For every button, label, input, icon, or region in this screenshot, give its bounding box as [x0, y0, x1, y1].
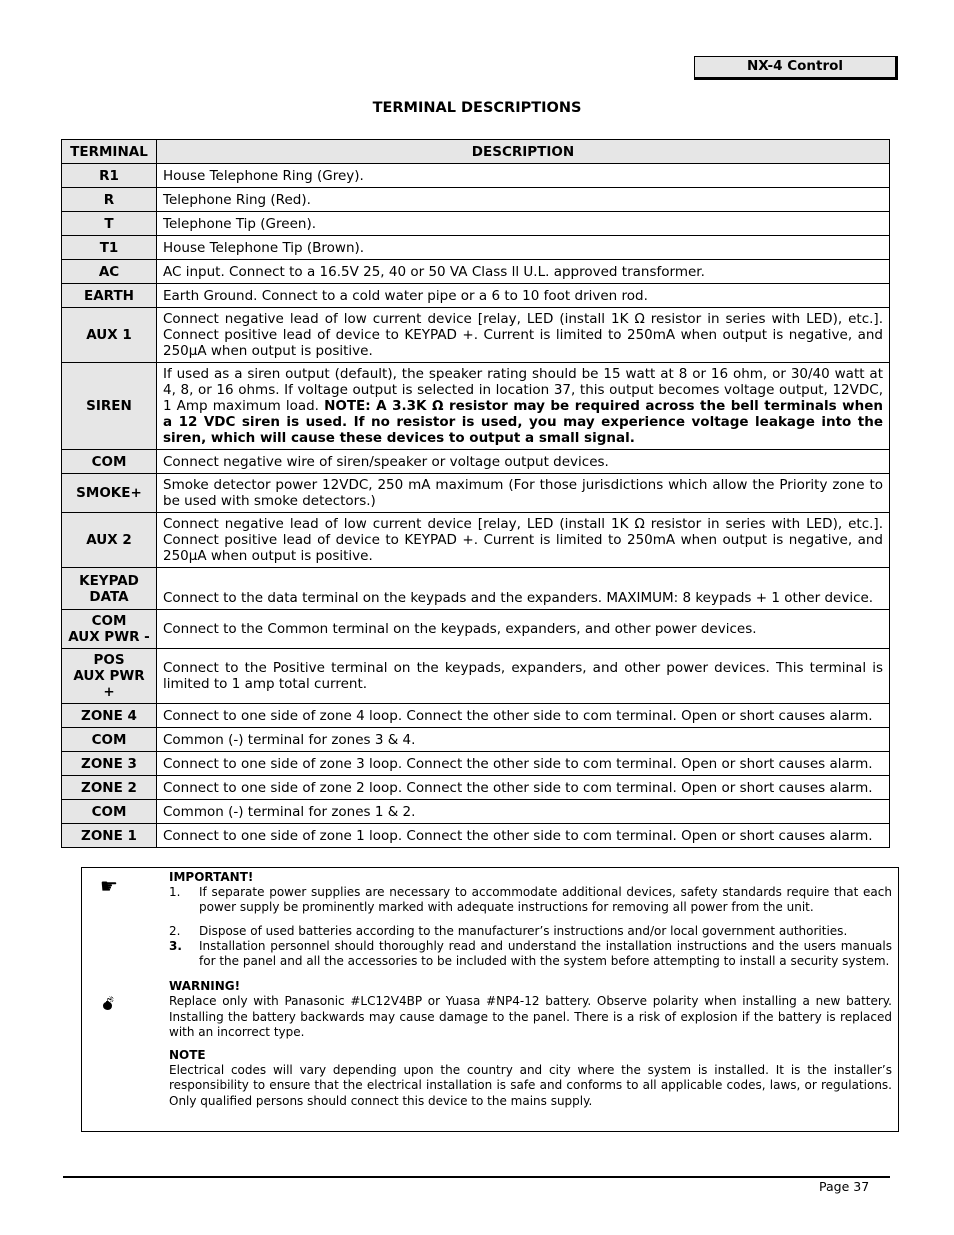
table-row	[62, 212, 890, 236]
description-cell: Connect to the Common terminal on the keypads, expanders, and other power devices.	[157, 610, 890, 649]
description-cell: Earth Ground. Connect to a cold water pipe or a 6 to 10 foot driven rod.	[157, 284, 890, 308]
terminal-line: COM	[91, 613, 127, 629]
item-text: Dispose of used batteries according to the manufacturer’s instructions and/or local government authorities.	[199, 923, 848, 938]
terminal-cell: T1	[62, 236, 157, 260]
page-number: Page 37	[819, 1179, 870, 1194]
description-cell: Common (-) terminal for zones 1 & 2.	[157, 800, 890, 824]
important-heading: IMPORTANT!	[169, 870, 254, 884]
terminal-cell: EARTH	[62, 284, 157, 308]
warning-text: Replace only with Panasonic #LC12V4BP or Yuasa #NP4-12 battery. Observe polarity when installing a new battery. Installing the battery backwards may cause damage to the panel. There is a risk of explosion if the battery is replaced with an incorrect type.	[169, 994, 892, 1039]
column-header-description: DESCRIPTION	[157, 140, 890, 164]
terminal-cell: T	[62, 212, 157, 236]
notes-body	[169, 870, 892, 1109]
table-row	[62, 728, 890, 752]
terminal-cell: COM	[62, 450, 157, 474]
table-row	[62, 513, 890, 568]
terminal-cell	[62, 649, 157, 704]
description-cell: Telephone Tip (Green).	[157, 212, 890, 236]
description-cell: Telephone Ring (Red).	[157, 188, 890, 212]
terminal-cell: ZONE 4	[62, 704, 157, 728]
table-row	[62, 649, 890, 704]
terminal-cell	[62, 568, 157, 610]
description-cell: Smoke detector power 12VDC, 250 mA maximum (For those jurisdictions which allow the Priority zone to be used with smoke detectors.)	[157, 474, 890, 513]
table-row	[62, 164, 890, 188]
terminal-cell	[62, 610, 157, 649]
table-row	[62, 568, 890, 610]
terminal-cell: AUX 1	[62, 308, 157, 363]
terminal-line: DATA	[89, 588, 129, 605]
table-row	[62, 188, 890, 212]
important-item	[169, 924, 892, 939]
description-note-bold: NOTE: A 3.3K Ω resistor may be required across the bell terminals when a 12 VDC siren is used. If no resistor is used, you may experience voltage leakage into the siren, which will cause these devices to output a small signal.	[163, 398, 883, 446]
table-row	[62, 776, 890, 800]
description-cell: Connect negative wire of siren/speaker or voltage output devices.	[157, 450, 890, 474]
table-row	[62, 704, 890, 728]
description-cell	[157, 363, 890, 450]
description-cell: Connect negative lead of low current device [relay, LED (install 1K Ω resistor in series with LED), etc.]. Connect positive lead of device to KEYPAD +. Current is limited to 250mA when output is negative, and 250µA when output is positive.	[157, 308, 890, 363]
terminal-line: +	[103, 684, 115, 700]
terminal-cell: SMOKE+	[62, 474, 157, 513]
table-row	[62, 450, 890, 474]
table-row	[62, 236, 890, 260]
terminal-cell: COM	[62, 728, 157, 752]
item-number: 1.	[169, 885, 181, 900]
item-number: 3.	[169, 938, 182, 953]
notes-box	[81, 867, 899, 1132]
description-cell: Connect to one side of zone 2 loop. Connect the other side to com terminal. Open or short causes alarm.	[157, 776, 890, 800]
table-row	[62, 752, 890, 776]
terminal-cell: ZONE 1	[62, 824, 157, 848]
item-number: 2.	[169, 923, 181, 938]
terminal-cell: AUX 2	[62, 513, 157, 568]
item-text: If separate power supplies are necessary to accommodate additional devices, safety standards require that each power supply be prominently marked with adequate instructions for removing all power from the unit.	[199, 885, 892, 915]
description-cell: Connect negative lead of low current device [relay, LED (install 1K Ω resistor in series with LED), etc.]. Connect positive lead of device to KEYPAD +. Current is limited to 250mA when output is negative, and 250µA when output is positive.	[157, 513, 890, 568]
pointing-hand-icon: ☛	[100, 874, 118, 898]
description-cell: Connect to one side of zone 4 loop. Connect the other side to com terminal. Open or short causes alarm.	[157, 704, 890, 728]
terminal-cell: COM	[62, 800, 157, 824]
description-cell: Connect to the Positive terminal on the keypads, expanders, and other power devices. This terminal is limited to 1 amp total current.	[157, 649, 890, 704]
table-row	[62, 474, 890, 513]
description-cell: AC input. Connect to a 16.5V 25, 40 or 50 VA Class ll U.L. approved transformer.	[157, 260, 890, 284]
table-row	[62, 308, 890, 363]
description-cell: House Telephone Tip (Brown).	[157, 236, 890, 260]
terminal-cell: AC	[62, 260, 157, 284]
column-header-terminal: TERMINAL	[62, 140, 157, 164]
description-cell: Common (-) terminal for zones 3 & 4.	[157, 728, 890, 752]
terminal-cell: R	[62, 188, 157, 212]
terminal-cell: ZONE 2	[62, 776, 157, 800]
document-header-label: NX-4 Control	[694, 56, 898, 80]
terminal-line: AUX PWR	[73, 668, 145, 684]
table-row	[62, 260, 890, 284]
table-row	[62, 800, 890, 824]
description-cell: Connect to one side of zone 3 loop. Connect the other side to com terminal. Open or short causes alarm.	[157, 752, 890, 776]
table-row	[62, 610, 890, 649]
item-text: Installation personnel should thoroughly read and understand the installation instructions and the users manuals for the panel and all the accessories to be included with the system before attempting to install a security system.	[199, 938, 892, 969]
important-item	[169, 939, 892, 969]
terminal-cell: R1	[62, 164, 157, 188]
table-header-row	[62, 140, 890, 164]
description-cell: House Telephone Ring (Grey).	[157, 164, 890, 188]
description-cell: Connect to one side of zone 1 loop. Connect the other side to com terminal. Open or short causes alarm.	[157, 824, 890, 848]
description-text: If used as a siren output (default), the speaker rating should be 15 watt at 8 or 16 ohm, or 30/40 watt at 4, 8, or 16 ohms. If voltage output is selected in location 37, this output becomes voltage output, 12VDC, 1 Amp maximum load.	[163, 366, 883, 414]
footer-rule	[63, 1176, 890, 1178]
table-row	[62, 824, 890, 848]
terminal-cell: SIREN	[62, 363, 157, 450]
note-heading: NOTE	[169, 1048, 206, 1063]
table-row	[62, 363, 890, 450]
terminal-line: POS	[93, 652, 125, 668]
table-row	[62, 284, 890, 308]
note-text: Electrical codes will vary depending upon the country and city where the system is installed. It is the installer’s responsibility to ensure that the electrical installation is safe and conforms to all applicable codes, laws, or regulations. Only qualified persons should connect this device to the mains supply.	[169, 1063, 892, 1108]
terminal-line: AUX PWR -	[68, 629, 150, 645]
description-cell: Connect to the data terminal on the keypads and the expanders. MAXIMUM: 8 keypads + 1 other device.	[157, 568, 890, 610]
terminal-table	[61, 139, 890, 848]
important-item	[169, 885, 892, 915]
warning-heading: WARNING!	[169, 979, 241, 994]
page-title: TERMINAL DESCRIPTIONS	[372, 100, 582, 116]
terminal-line: KEYPAD	[79, 572, 139, 589]
terminal-cell: ZONE 3	[62, 752, 157, 776]
bomb-icon: 💣︎	[102, 994, 114, 1015]
